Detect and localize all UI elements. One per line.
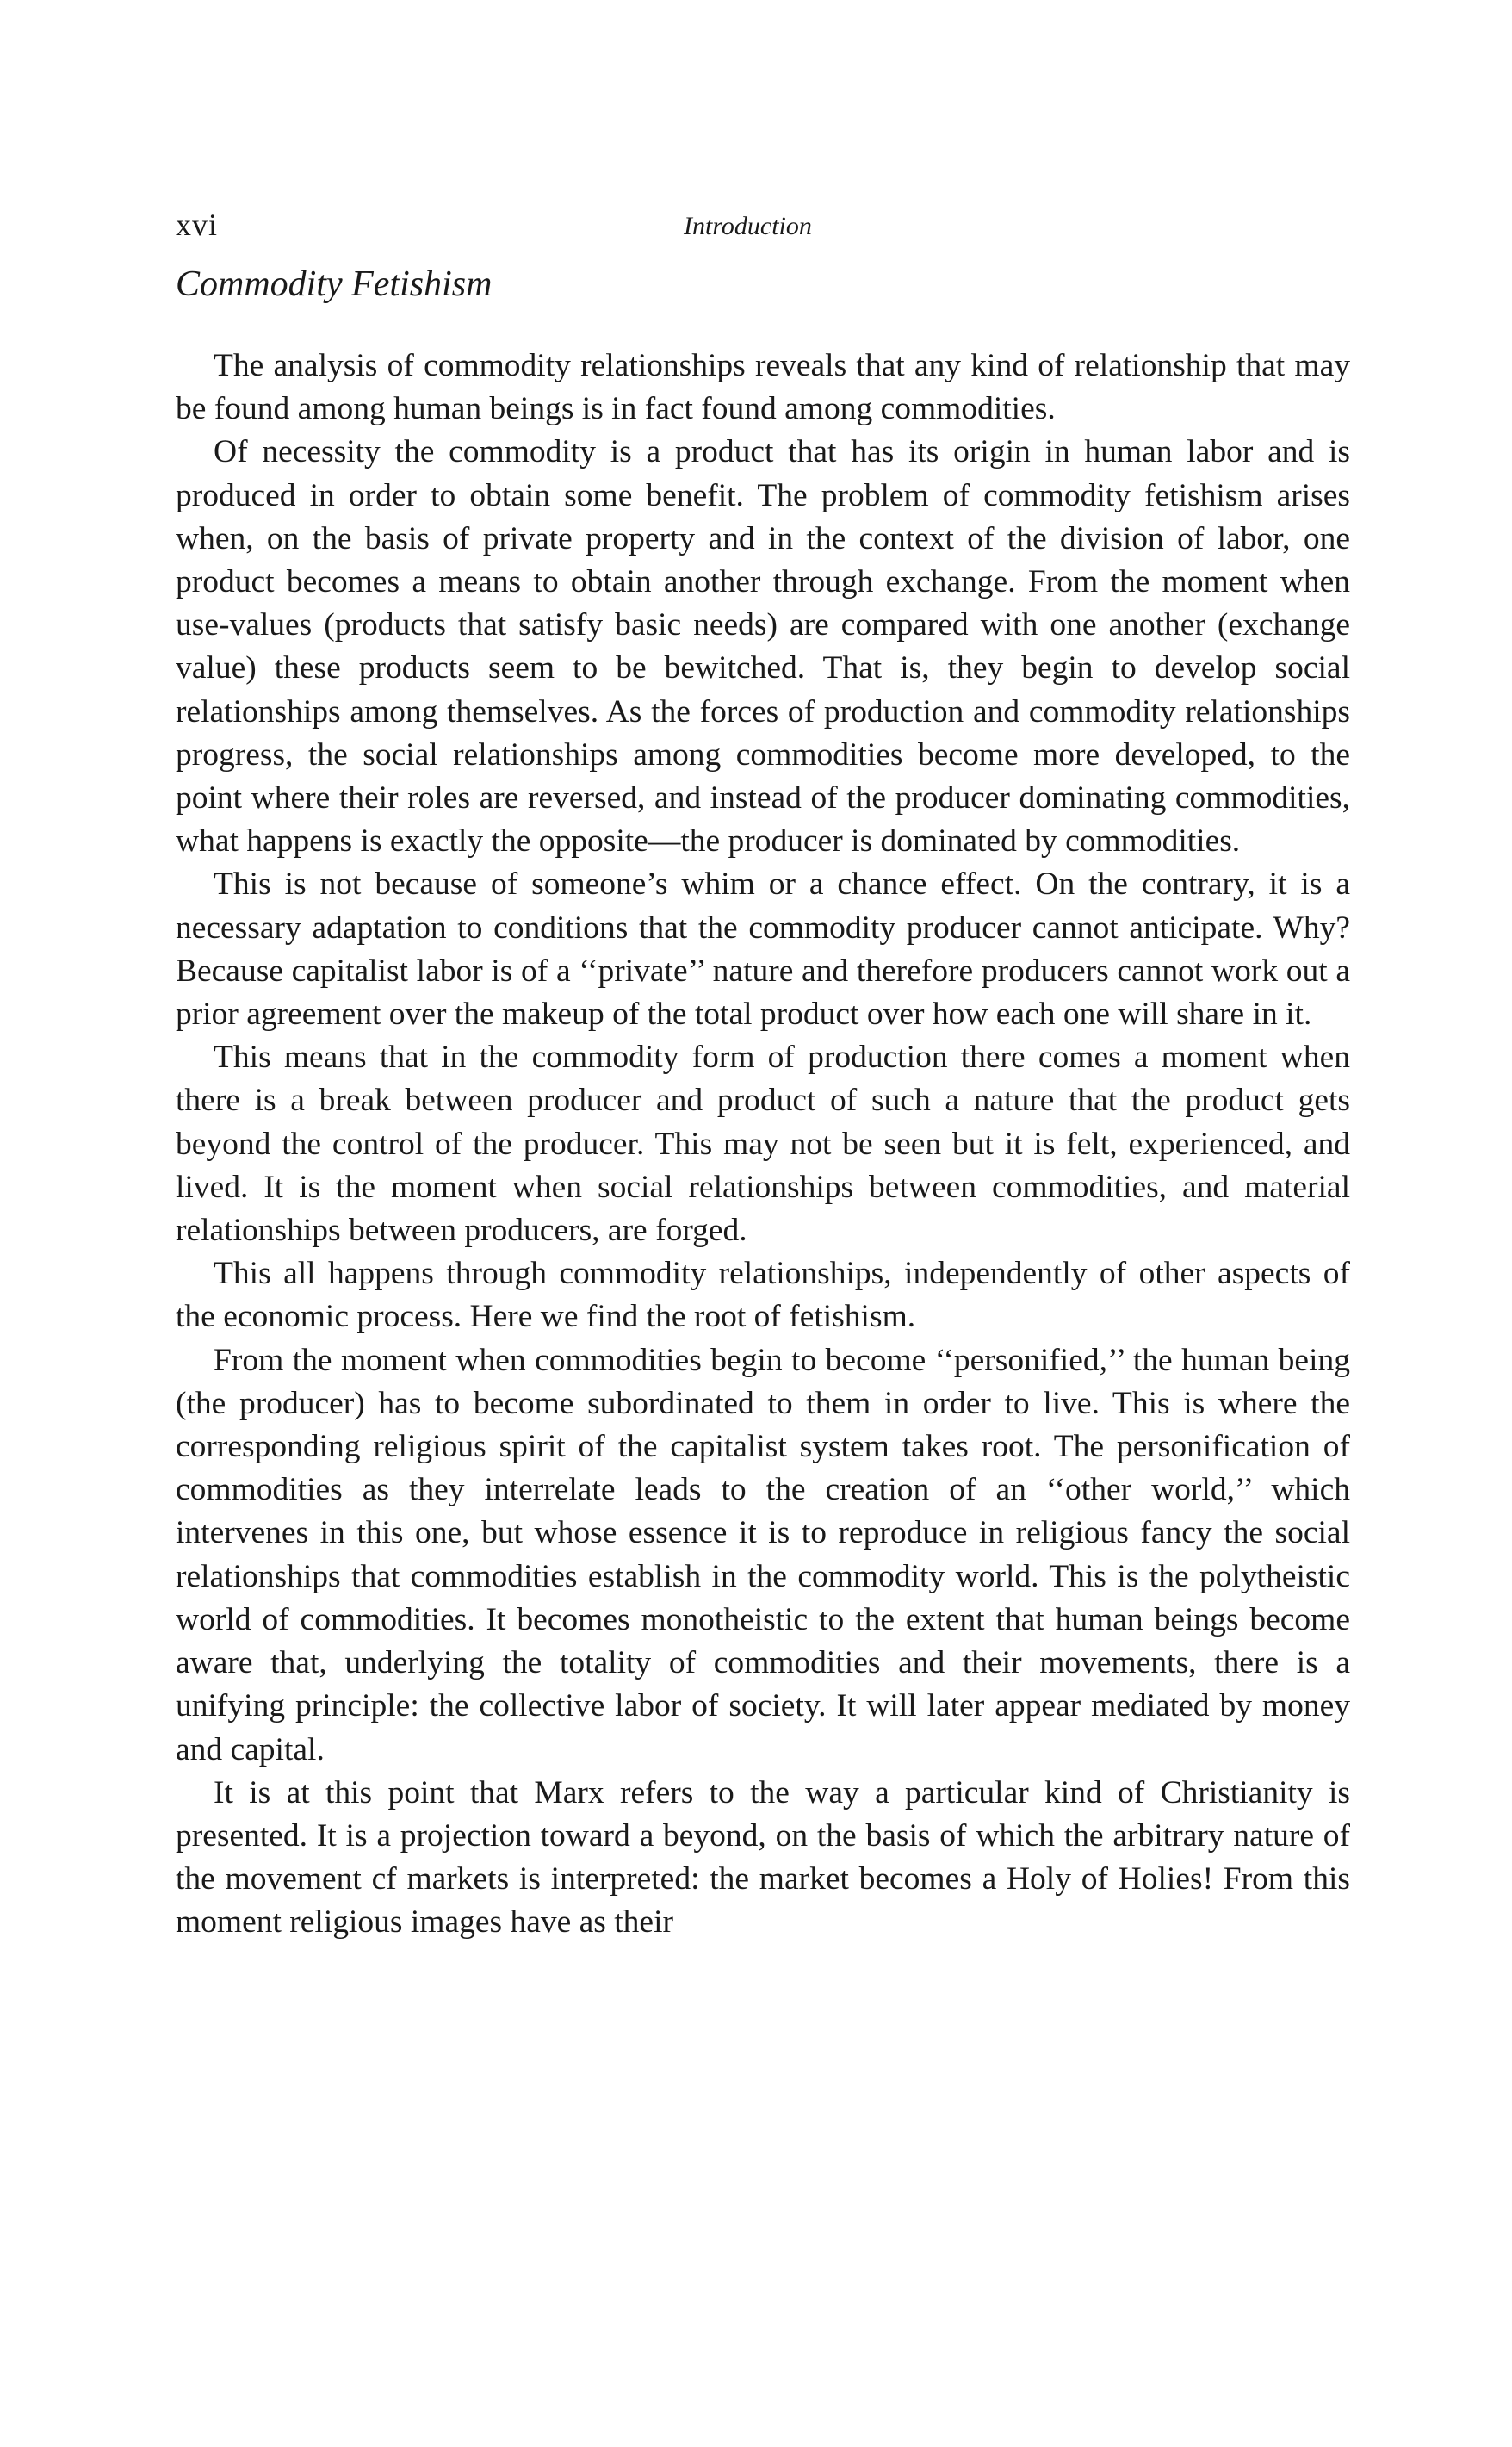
page-number: xvi (176, 208, 219, 242)
paragraph: It is at this point that Marx refers to the way a particular kind of Christianity is presented. It is a projection toward a beyond, on the basis of which the arbitrary nature of the movement cf markets is interpreted: the market becomes a Holy of Holies! From this moment religious images have as their (176, 1774, 1350, 1941)
running-head (176, 205, 1347, 248)
section-title: Commodity Fetishism (176, 264, 493, 304)
running-title: Introduction (684, 212, 812, 240)
paragraph: From the moment when commodities begin to become ‘‘personified,’’ the human being (the producer) has to become subordinated to them in order to live. This is where the corresponding religious spirit of the capitalist system takes root. The personification of commodities as they interrelate leads to the creation of an ‘‘other world,’’ which intervenes in this one, but whose essence it is to reproduce in religious fancy the social relationships that commodities establish in the commodity world. This is the polytheistic world of commodities. It becomes monotheistic to the extent that human beings become aware that, underlying the totality of commodities and their movements, there is a unifying principle: the collective labor of society. It will later appear mediated by money and capital. (176, 1342, 1350, 1767)
body-text (176, 345, 1350, 1945)
paragraph: This all happens through commodity relationships, independently of other aspects of the economic process. Here we find the root of fetishism. (176, 1256, 1350, 1335)
paragraph: This is not because of someone’s whim or a chance effect. On the contrary, it is a necessary adaptation to conditions that the commodity producer cannot anticipate. Why? Because capitalist labor is of a ‘‘private’’ nature and therefore producers cannot work out a prior agreement over the makeup of the total product over how each one will share in it. (176, 866, 1350, 1033)
paragraph: This means that in the commodity form of production there comes a moment when there is a break between producer and product of such a nature that the product gets beyond the control of the producer. This may not be seen but it is felt, experienced, and lived. It is the moment when social relationships between commodities, and material relationships between producers, are forged. (176, 1040, 1350, 1249)
paragraph: Of necessity the commodity is a product that has its origin in human labor and is produced in order to obtain some benefit. The problem of commodity fetishism arises when, on the basis of private property and in the context of the division of labor, one product becomes a means to obtain another through exchange. From the moment when use-values (products that satisfy basic needs) are compared with one another (exchange value) these products seem to be bewitched. That is, they begin to develop social relationships among themselves. As the forces of production and commodity relationships progress, the social relationships among commodities become more developed, to the point where their roles are reversed, and instead of the producer dominating commodities, what happens is exactly the opposite—the producer is dominated by commodities. (176, 434, 1350, 860)
paragraph: The analysis of commodity relationships reveals that any kind of relationship that may be found among human beings is in fact found among commodities. (176, 348, 1350, 427)
